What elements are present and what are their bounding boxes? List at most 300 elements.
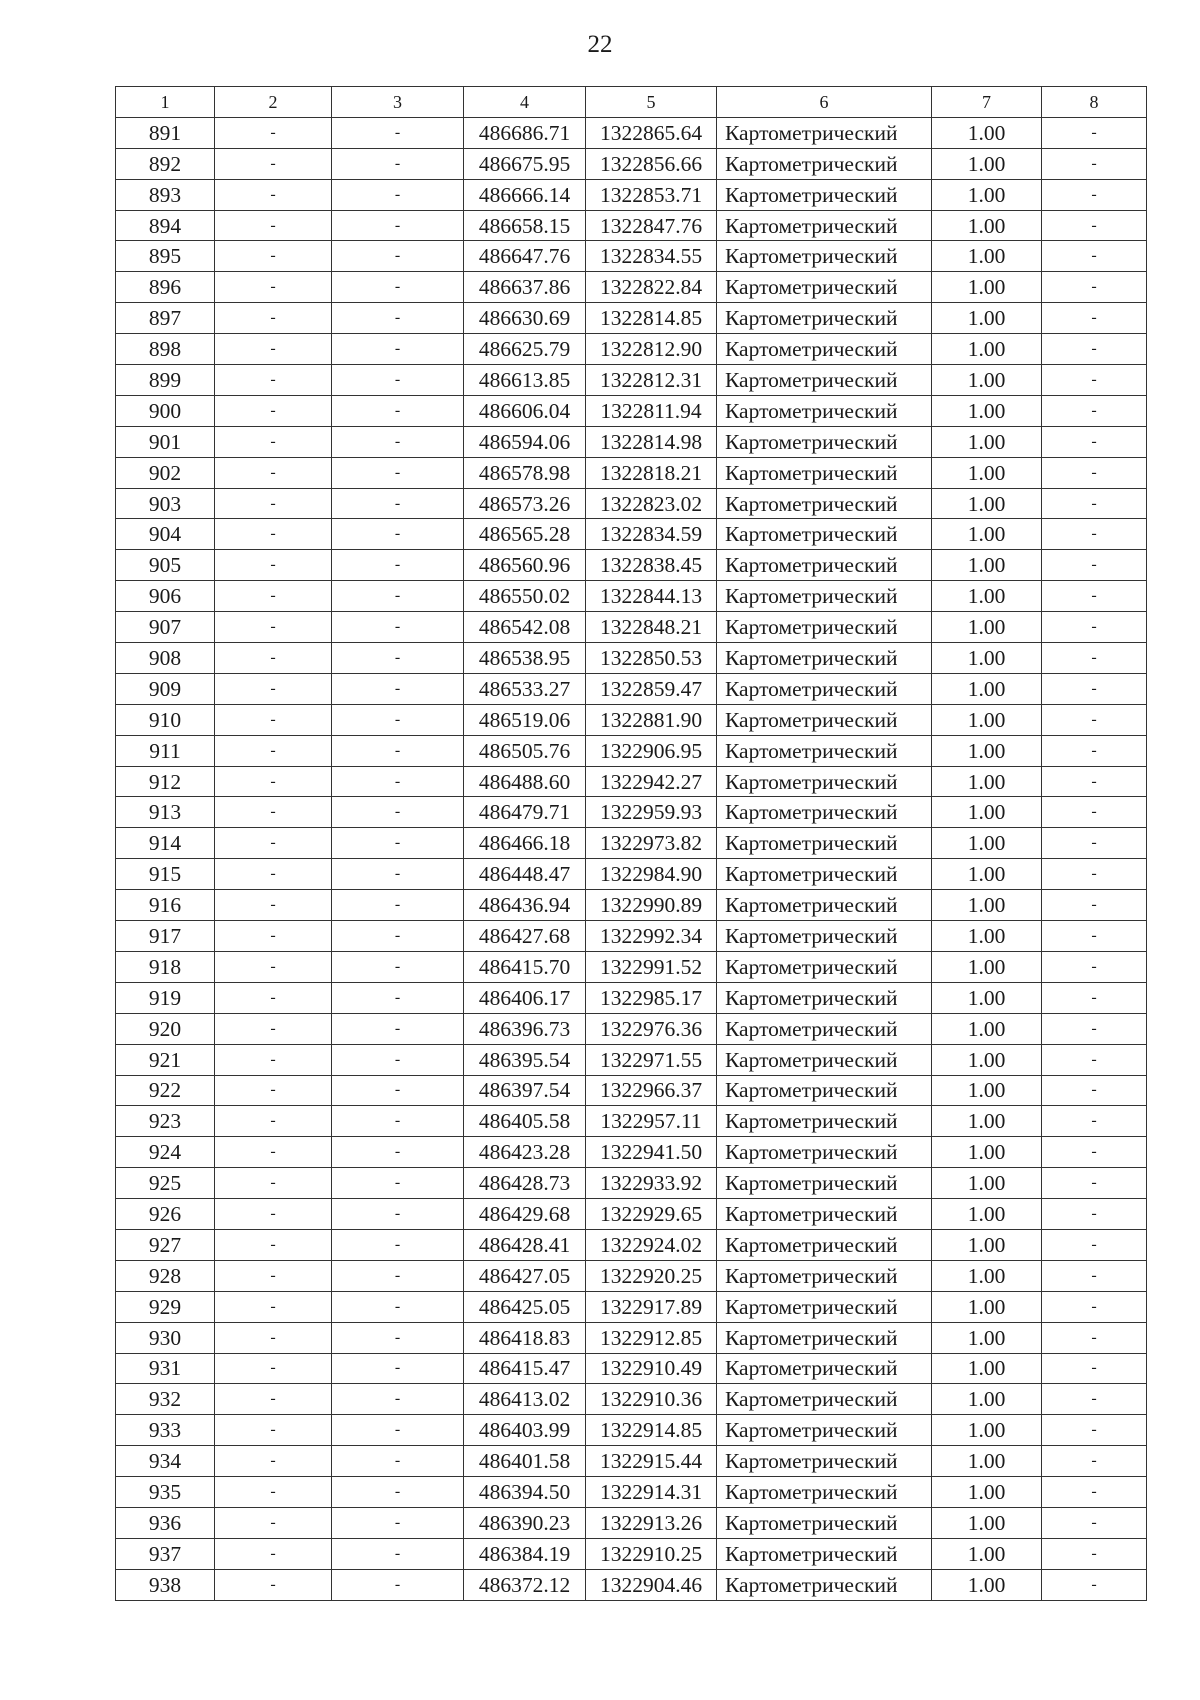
cell-col3: - [332, 1199, 464, 1230]
cell-col8: - [1042, 828, 1147, 859]
coordinate-y: 1322910.49 [586, 1353, 717, 1384]
table-row [116, 117, 1147, 148]
cell-col3: - [332, 1477, 464, 1508]
table-row [116, 1229, 1147, 1260]
cell-col3: - [332, 272, 464, 303]
cell-col2: - [215, 1013, 332, 1044]
cell-col2: - [215, 395, 332, 426]
cell-col2: - [215, 488, 332, 519]
cell-col3: - [332, 951, 464, 982]
coordinate-x: 486405.58 [464, 1106, 586, 1137]
table-row [116, 1106, 1147, 1137]
table-row [116, 1075, 1147, 1106]
coordinate-x: 486479.71 [464, 797, 586, 828]
point-number: 936 [116, 1507, 215, 1538]
method: Картометрический [717, 1106, 932, 1137]
point-number: 897 [116, 303, 215, 334]
accuracy: 1.00 [932, 1260, 1042, 1291]
cell-col2: - [215, 951, 332, 982]
table-row [116, 1569, 1147, 1600]
table-row [116, 1137, 1147, 1168]
table-row [116, 179, 1147, 210]
cell-col3: - [332, 1168, 464, 1199]
cell-col3: - [332, 117, 464, 148]
point-number: 918 [116, 951, 215, 982]
cell-col3: - [332, 735, 464, 766]
coordinate-x: 486658.15 [464, 210, 586, 241]
cell-col8: - [1042, 148, 1147, 179]
cell-col2: - [215, 1507, 332, 1538]
cell-col3: - [332, 859, 464, 890]
cell-col3: - [332, 1260, 464, 1291]
cell-col2: - [215, 1384, 332, 1415]
table-row [116, 1044, 1147, 1075]
point-number: 891 [116, 117, 215, 148]
coordinate-y: 1322942.27 [586, 766, 717, 797]
table-row [116, 643, 1147, 674]
cell-col3: - [332, 210, 464, 241]
point-number: 914 [116, 828, 215, 859]
table-row [116, 612, 1147, 643]
cell-col3: - [332, 179, 464, 210]
cell-col8: - [1042, 1353, 1147, 1384]
method: Картометрический [717, 1168, 932, 1199]
point-number: 895 [116, 241, 215, 272]
coordinate-x: 486406.17 [464, 982, 586, 1013]
cell-col2: - [215, 426, 332, 457]
coordinate-y: 1322941.50 [586, 1137, 717, 1168]
cell-col2: - [215, 704, 332, 735]
cell-col2: - [215, 1415, 332, 1446]
cell-col2: - [215, 303, 332, 334]
cell-col3: - [332, 1137, 464, 1168]
cell-col3: - [332, 797, 464, 828]
coordinate-x: 486427.68 [464, 921, 586, 952]
cell-col2: - [215, 581, 332, 612]
cell-col2: - [215, 519, 332, 550]
table-row [116, 1322, 1147, 1353]
method: Картометрический [717, 1075, 932, 1106]
accuracy: 1.00 [932, 859, 1042, 890]
coordinate-y: 1322990.89 [586, 890, 717, 921]
cell-col3: - [332, 1353, 464, 1384]
accuracy: 1.00 [932, 1446, 1042, 1477]
cell-col3: - [332, 550, 464, 581]
cell-col8: - [1042, 1507, 1147, 1538]
cell-col8: - [1042, 1446, 1147, 1477]
accuracy: 1.00 [932, 1137, 1042, 1168]
coordinate-y: 1322913.26 [586, 1507, 717, 1538]
cell-col2: - [215, 1168, 332, 1199]
method: Картометрический [717, 612, 932, 643]
cell-col8: - [1042, 612, 1147, 643]
point-number: 912 [116, 766, 215, 797]
coordinate-x: 486519.06 [464, 704, 586, 735]
cell-col3: - [332, 643, 464, 674]
coordinate-y: 1322812.31 [586, 365, 717, 396]
accuracy: 1.00 [932, 1291, 1042, 1322]
table-row [116, 673, 1147, 704]
method: Картометрический [717, 272, 932, 303]
coordinate-x: 486423.28 [464, 1137, 586, 1168]
method: Картометрический [717, 1477, 932, 1508]
cell-col3: - [332, 1415, 464, 1446]
coordinate-x: 486594.06 [464, 426, 586, 457]
cell-col8: - [1042, 1229, 1147, 1260]
accuracy: 1.00 [932, 1013, 1042, 1044]
method: Картометрический [717, 735, 932, 766]
accuracy: 1.00 [932, 457, 1042, 488]
accuracy: 1.00 [932, 797, 1042, 828]
coordinate-y: 1322847.76 [586, 210, 717, 241]
accuracy: 1.00 [932, 921, 1042, 952]
method: Картометрический [717, 365, 932, 396]
table-row [116, 1291, 1147, 1322]
cell-col8: - [1042, 766, 1147, 797]
cell-col2: - [215, 550, 332, 581]
coordinate-y: 1322920.25 [586, 1260, 717, 1291]
point-number: 925 [116, 1168, 215, 1199]
method: Картометрический [717, 1260, 932, 1291]
cell-col2: - [215, 643, 332, 674]
coordinate-y: 1322811.94 [586, 395, 717, 426]
table-row [116, 148, 1147, 179]
cell-col3: - [332, 581, 464, 612]
cell-col2: - [215, 1137, 332, 1168]
cell-col8: - [1042, 1013, 1147, 1044]
cell-col3: - [332, 921, 464, 952]
coordinate-x: 486428.41 [464, 1229, 586, 1260]
point-number: 924 [116, 1137, 215, 1168]
coordinate-x: 486425.05 [464, 1291, 586, 1322]
coordinate-x: 486403.99 [464, 1415, 586, 1446]
cell-col8: - [1042, 704, 1147, 735]
point-number: 930 [116, 1322, 215, 1353]
column-header: 4 [464, 87, 586, 118]
point-number: 909 [116, 673, 215, 704]
coordinate-x: 486384.19 [464, 1538, 586, 1569]
method: Картометрический [717, 859, 932, 890]
cell-col2: - [215, 1569, 332, 1600]
point-number: 938 [116, 1569, 215, 1600]
accuracy: 1.00 [932, 612, 1042, 643]
cell-col8: - [1042, 1477, 1147, 1508]
coordinate-y: 1322823.02 [586, 488, 717, 519]
point-number: 903 [116, 488, 215, 519]
coordinate-y: 1322853.71 [586, 179, 717, 210]
coordinate-x: 486637.86 [464, 272, 586, 303]
method: Картометрический [717, 426, 932, 457]
method: Картометрический [717, 1415, 932, 1446]
table-row [116, 1507, 1147, 1538]
cell-col3: - [332, 426, 464, 457]
table-row [116, 921, 1147, 952]
point-number: 898 [116, 334, 215, 365]
cell-col3: - [332, 1229, 464, 1260]
point-number: 937 [116, 1538, 215, 1569]
cell-col3: - [332, 982, 464, 1013]
coordinate-y: 1322957.11 [586, 1106, 717, 1137]
cell-col3: - [332, 519, 464, 550]
point-number: 894 [116, 210, 215, 241]
cell-col8: - [1042, 581, 1147, 612]
cell-col3: - [332, 365, 464, 396]
cell-col8: - [1042, 1415, 1147, 1446]
accuracy: 1.00 [932, 1538, 1042, 1569]
accuracy: 1.00 [932, 303, 1042, 334]
cell-col2: - [215, 890, 332, 921]
table-row [116, 859, 1147, 890]
point-number: 932 [116, 1384, 215, 1415]
method: Картометрический [717, 890, 932, 921]
coordinate-y: 1322910.36 [586, 1384, 717, 1415]
point-number: 896 [116, 272, 215, 303]
point-number: 904 [116, 519, 215, 550]
coordinate-y: 1322818.21 [586, 457, 717, 488]
cell-col2: - [215, 1044, 332, 1075]
cell-col2: - [215, 1075, 332, 1106]
coordinate-x: 486647.76 [464, 241, 586, 272]
point-number: 892 [116, 148, 215, 179]
coordinate-x: 486448.47 [464, 859, 586, 890]
cell-col2: - [215, 334, 332, 365]
cell-col2: - [215, 1538, 332, 1569]
cell-col3: - [332, 334, 464, 365]
method: Картометрический [717, 457, 932, 488]
table-row [116, 1353, 1147, 1384]
coordinate-x: 486630.69 [464, 303, 586, 334]
coordinate-y: 1322933.92 [586, 1168, 717, 1199]
accuracy: 1.00 [932, 1384, 1042, 1415]
cell-col8: - [1042, 426, 1147, 457]
coordinate-x: 486427.05 [464, 1260, 586, 1291]
coordinate-x: 486505.76 [464, 735, 586, 766]
table-row [116, 365, 1147, 396]
cell-col2: - [215, 766, 332, 797]
coordinate-y: 1322991.52 [586, 951, 717, 982]
coordinate-y: 1322814.98 [586, 426, 717, 457]
cell-col8: - [1042, 1569, 1147, 1600]
table-row [116, 334, 1147, 365]
cell-col2: - [215, 272, 332, 303]
coordinate-y: 1322834.55 [586, 241, 717, 272]
method: Картометрический [717, 1569, 932, 1600]
cell-col3: - [332, 1384, 464, 1415]
coordinate-x: 486538.95 [464, 643, 586, 674]
accuracy: 1.00 [932, 210, 1042, 241]
cell-col8: - [1042, 1075, 1147, 1106]
coordinate-y: 1322976.36 [586, 1013, 717, 1044]
column-header: 2 [215, 87, 332, 118]
point-number: 899 [116, 365, 215, 396]
cell-col3: - [332, 395, 464, 426]
table-row [116, 1168, 1147, 1199]
point-number: 933 [116, 1415, 215, 1446]
table-row [116, 395, 1147, 426]
point-number: 908 [116, 643, 215, 674]
point-number: 915 [116, 859, 215, 890]
table-row [116, 766, 1147, 797]
table-row [116, 982, 1147, 1013]
cell-col3: - [332, 612, 464, 643]
column-header: 3 [332, 87, 464, 118]
cell-col2: - [215, 365, 332, 396]
table-row [116, 272, 1147, 303]
cell-col3: - [332, 457, 464, 488]
cell-col8: - [1042, 890, 1147, 921]
coordinate-x: 486415.70 [464, 951, 586, 982]
method: Картометрический [717, 581, 932, 612]
coordinate-x: 486466.18 [464, 828, 586, 859]
method: Картометрический [717, 488, 932, 519]
cell-col3: - [332, 673, 464, 704]
method: Картометрический [717, 550, 932, 581]
method: Картометрический [717, 828, 932, 859]
point-number: 919 [116, 982, 215, 1013]
cell-col8: - [1042, 272, 1147, 303]
point-number: 934 [116, 1446, 215, 1477]
method: Картометрический [717, 1199, 932, 1230]
accuracy: 1.00 [932, 643, 1042, 674]
accuracy: 1.00 [932, 117, 1042, 148]
accuracy: 1.00 [932, 1415, 1042, 1446]
table-row [116, 797, 1147, 828]
method: Картометрический [717, 395, 932, 426]
cell-col3: - [332, 1291, 464, 1322]
coordinate-y: 1322966.37 [586, 1075, 717, 1106]
cell-col2: - [215, 241, 332, 272]
coordinate-x: 486428.73 [464, 1168, 586, 1199]
cell-col8: - [1042, 951, 1147, 982]
point-number: 893 [116, 179, 215, 210]
cell-col2: - [215, 735, 332, 766]
accuracy: 1.00 [932, 766, 1042, 797]
coordinate-y: 1322973.82 [586, 828, 717, 859]
cell-col8: - [1042, 303, 1147, 334]
coordinate-y: 1322856.66 [586, 148, 717, 179]
cell-col3: - [332, 704, 464, 735]
point-number: 927 [116, 1229, 215, 1260]
method: Картометрический [717, 179, 932, 210]
coordinate-x: 486418.83 [464, 1322, 586, 1353]
coordinate-x: 486397.54 [464, 1075, 586, 1106]
cell-col3: - [332, 1075, 464, 1106]
point-number: 917 [116, 921, 215, 952]
coordinate-y: 1322904.46 [586, 1569, 717, 1600]
cell-col3: - [332, 766, 464, 797]
coordinate-y: 1322992.34 [586, 921, 717, 952]
coordinate-x: 486533.27 [464, 673, 586, 704]
coordinate-y: 1322865.64 [586, 117, 717, 148]
method: Картометрический [717, 1353, 932, 1384]
accuracy: 1.00 [932, 1507, 1042, 1538]
cell-col8: - [1042, 1137, 1147, 1168]
cell-col8: - [1042, 1291, 1147, 1322]
column-header: 6 [717, 87, 932, 118]
coordinate-y: 1322812.90 [586, 334, 717, 365]
method: Картометрический [717, 1538, 932, 1569]
cell-col3: - [332, 1569, 464, 1600]
table-row [116, 828, 1147, 859]
accuracy: 1.00 [932, 1569, 1042, 1600]
coordinate-y: 1322834.59 [586, 519, 717, 550]
method: Картометрический [717, 148, 932, 179]
cell-col3: - [332, 1507, 464, 1538]
cell-col3: - [332, 828, 464, 859]
method: Картометрический [717, 519, 932, 550]
table-row [116, 1446, 1147, 1477]
point-number: 931 [116, 1353, 215, 1384]
cell-col8: - [1042, 1538, 1147, 1569]
method: Картометрический [717, 951, 932, 982]
accuracy: 1.00 [932, 1477, 1042, 1508]
coordinate-x: 486415.47 [464, 1353, 586, 1384]
cell-col8: - [1042, 457, 1147, 488]
accuracy: 1.00 [932, 395, 1042, 426]
coordinate-x: 486488.60 [464, 766, 586, 797]
column-header: 8 [1042, 87, 1147, 118]
accuracy: 1.00 [932, 1106, 1042, 1137]
coordinate-y: 1322929.65 [586, 1199, 717, 1230]
cell-col3: - [332, 890, 464, 921]
coordinate-x: 486429.68 [464, 1199, 586, 1230]
coordinate-y: 1322917.89 [586, 1291, 717, 1322]
coordinate-y: 1322906.95 [586, 735, 717, 766]
point-number: 916 [116, 890, 215, 921]
cell-col2: - [215, 828, 332, 859]
table-row [116, 1415, 1147, 1446]
table-row [116, 1538, 1147, 1569]
cell-col2: - [215, 859, 332, 890]
cell-col2: - [215, 1291, 332, 1322]
cell-col2: - [215, 117, 332, 148]
cell-col8: - [1042, 1384, 1147, 1415]
accuracy: 1.00 [932, 148, 1042, 179]
accuracy: 1.00 [932, 488, 1042, 519]
coordinate-y: 1322959.93 [586, 797, 717, 828]
table-header-row [116, 87, 1147, 118]
coordinate-x: 486666.14 [464, 179, 586, 210]
cell-col2: - [215, 210, 332, 241]
point-number: 922 [116, 1075, 215, 1106]
cell-col2: - [215, 982, 332, 1013]
coordinate-x: 486578.98 [464, 457, 586, 488]
cell-col8: - [1042, 982, 1147, 1013]
accuracy: 1.00 [932, 1229, 1042, 1260]
coordinate-x: 486573.26 [464, 488, 586, 519]
table-row [116, 735, 1147, 766]
accuracy: 1.00 [932, 1044, 1042, 1075]
table-row [116, 457, 1147, 488]
cell-col2: - [215, 797, 332, 828]
coordinate-x: 486686.71 [464, 117, 586, 148]
accuracy: 1.00 [932, 673, 1042, 704]
coordinate-x: 486401.58 [464, 1446, 586, 1477]
accuracy: 1.00 [932, 365, 1042, 396]
accuracy: 1.00 [932, 1353, 1042, 1384]
accuracy: 1.00 [932, 890, 1042, 921]
cell-col2: - [215, 457, 332, 488]
cell-col8: - [1042, 179, 1147, 210]
cell-col2: - [215, 1106, 332, 1137]
method: Картометрический [717, 334, 932, 365]
coordinate-y: 1322822.84 [586, 272, 717, 303]
table-row [116, 241, 1147, 272]
method: Картометрический [717, 673, 932, 704]
coordinate-y: 1322850.53 [586, 643, 717, 674]
point-number: 905 [116, 550, 215, 581]
coordinate-x: 486395.54 [464, 1044, 586, 1075]
